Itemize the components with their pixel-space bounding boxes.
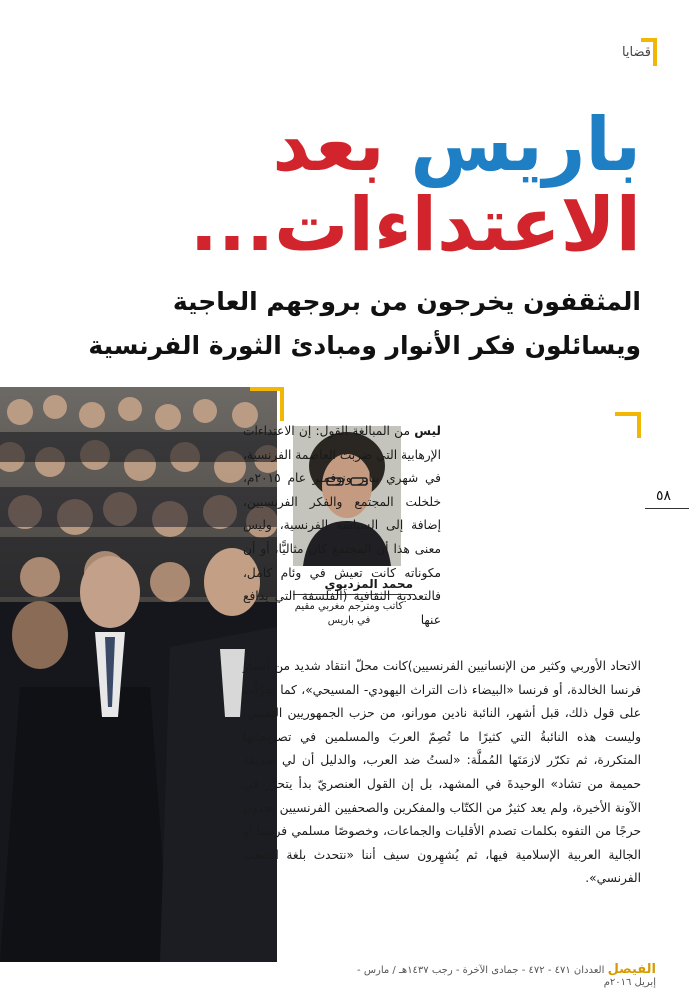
body-column-narrow	[243, 420, 441, 632]
headline-line-2: الاعتداءات...	[189, 182, 641, 268]
headline-word-blue: باريس	[410, 102, 641, 188]
headline-word-red: بعد	[272, 102, 385, 188]
author-bio: كاتب ومترجم مغربي مقيم في باريس	[294, 601, 404, 626]
section-accent-top	[641, 38, 657, 42]
author-name: محمد المزديوي	[324, 577, 413, 591]
section-accent-bar	[653, 38, 657, 66]
crowd-photo	[0, 387, 277, 962]
photo-corner-accent-horizontal	[250, 387, 284, 391]
issue-info: العددان ٤٧١ - ٤٧٢ - جمادى الآخرة - رجب ١٤٣٧هـ / مارس - إبريل ٢٠١٦م	[357, 965, 656, 988]
text-corner-accent-vertical	[637, 412, 641, 438]
page-number: ٥٨	[655, 488, 671, 504]
lead-word: ليس	[414, 424, 442, 438]
footer	[336, 962, 656, 988]
page-number-rule	[645, 508, 689, 509]
section-label: قضايا	[621, 44, 651, 60]
headline-line-1	[41, 102, 641, 188]
body-column-wide: الاتحاد الأوربي وكثير من الإنسانيين الفرنسيين)كانت محلّ انتقاد شديد من أنصار فرنسا الخالدة، أو فرنسا «البيضاء ذات التراث اليهودي- المسيحي»، كما تجرَّأت على قول ذلك، قبل أشهر، النائبة نادين مورانو، من حزب الجمهوريين اليميني، وليست هذه النائبةُ التي كثيرًا ما تُصِمّ العربَ والمسلمين في تصريحاتها المتكررة، ثم تكرّر لازمَتَها المُملَّة: «لستُ ضد العرب، والدليل أن لي صديقة حميمة من تشاد» الوحيدةَ في المشهد، بل إن القول العنصريّ بدأ يتحرَّر في الآونة الأخيرة، ولم يعد كثيرٌ من الكتّاب والمفكرين والصحفيين الفرنسيين يجدون حرجًا من التفوه بكلمات تصدم الأقليات والجماعات، وخصوصًا مسلمي فرنسا أو الجالية العربية الإسلامية فيها، ثم يُشهِرون سيف أننا «نتحدث بلغة الشعب الفرنسي».	[243, 659, 641, 886]
subheadline-line-1: المثقفون يخرجون من بروجهم العاجية	[172, 287, 641, 316]
headline	[41, 102, 641, 268]
section-tag	[622, 38, 657, 66]
subheadline-line-2: ويسائلون فكر الأنوار ومبادئ الثورة الفرنسية	[88, 331, 641, 360]
magazine-logo: الفيصل	[607, 962, 656, 977]
body-narrow-text: من المبالغة القول: إن الاعتداءات الإرهابية التي ضربت العاصمة الفرنسية، في شهري يناير ونوفمبر عام ٢٠١٥م، خلخلت المجتمع والفكر الفرنسيين، إضافة إلى السياسة الفرنسية، وليس معنى هذا أن المجتمع كان مثاليًّا، أو أن مكوناته كانت تعيش في وئام كامل، فالتعددية الثقافية (الفلسفة التي يدافع عنها	[243, 424, 441, 627]
photo-corner-accent-vertical	[280, 387, 284, 421]
subheadline	[41, 280, 641, 368]
